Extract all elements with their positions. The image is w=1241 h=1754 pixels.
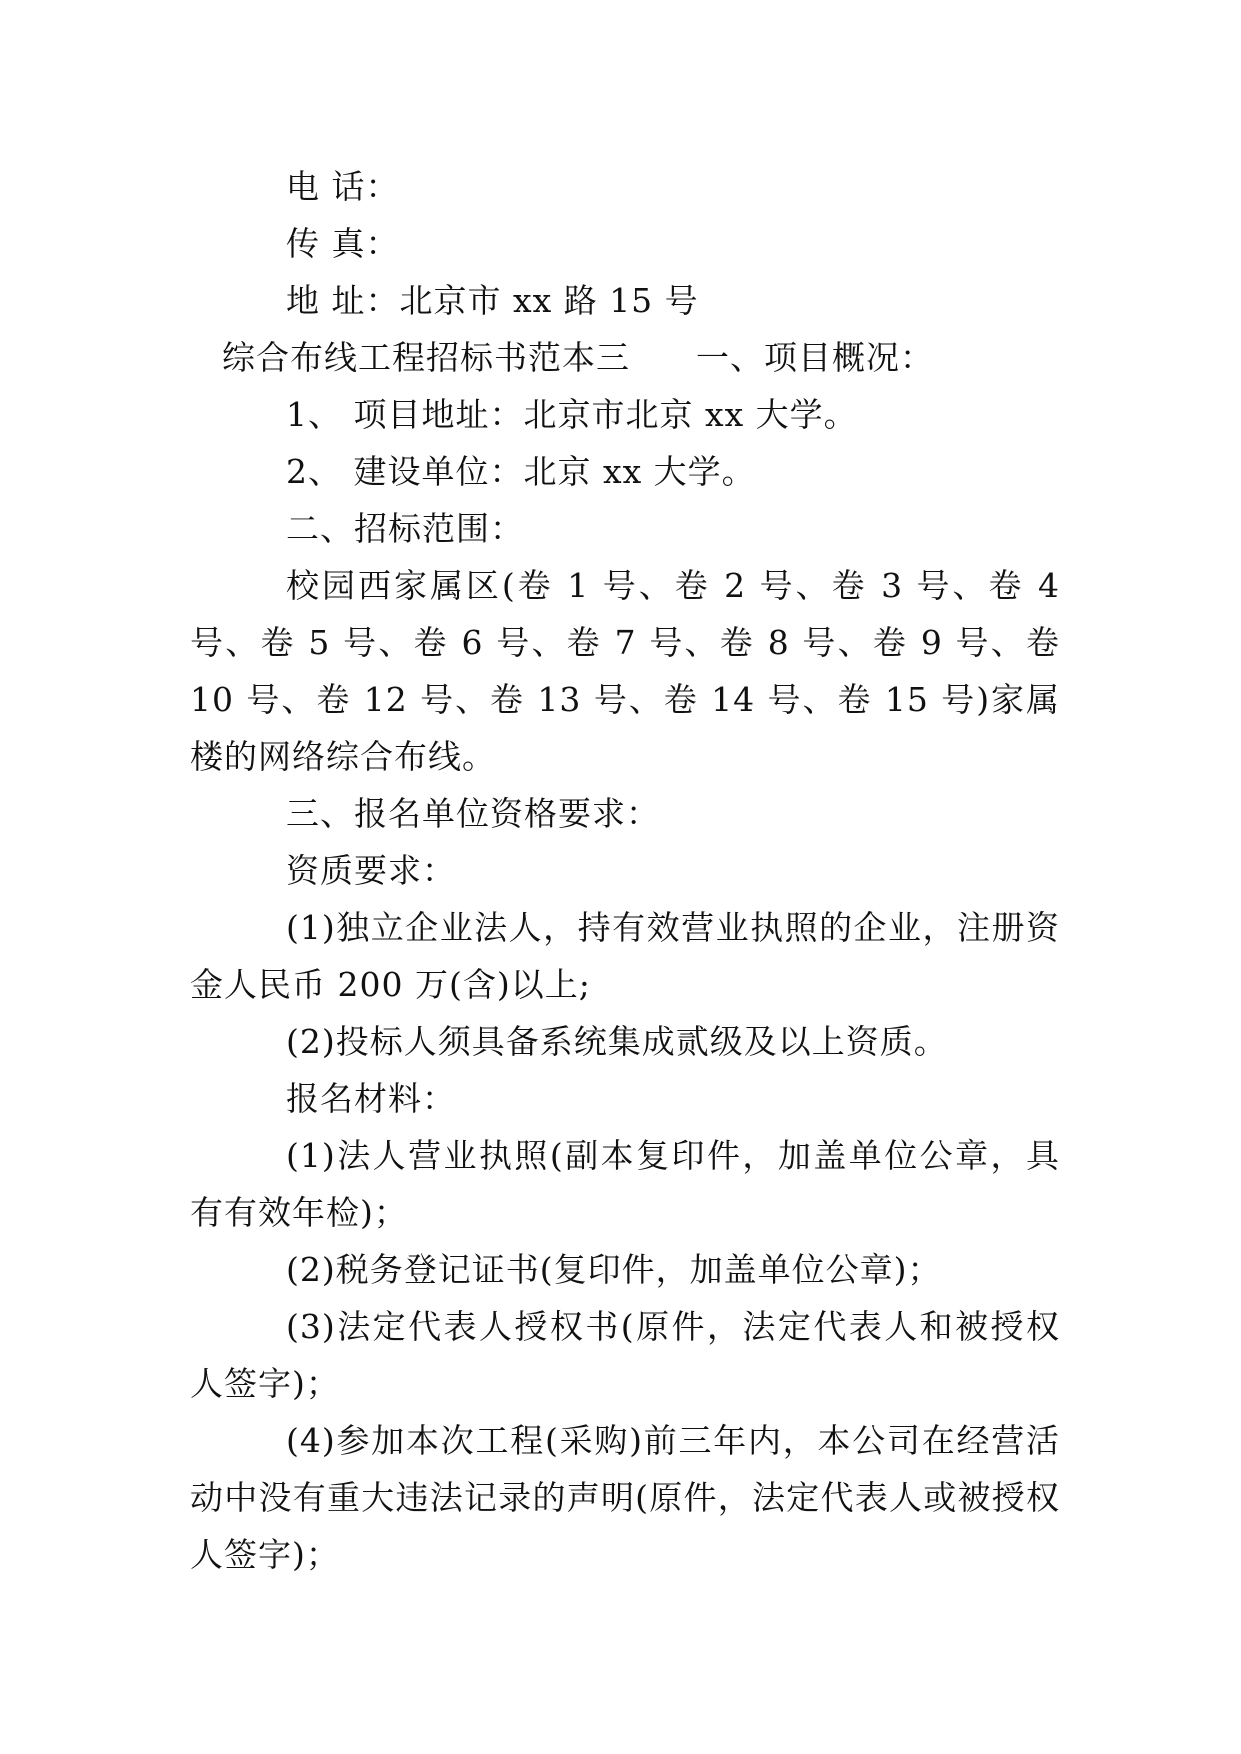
scope-paragraph: 校园西家属区(卷 1 号、卷 2 号、卷 3 号、卷 4 号、卷 5 号、卷 6 号、卷 7 号、卷 8 号、卷 9 号、卷 10 号、卷 12 号、卷 13 号、卷 14 号、卷 15 号)家属楼的网络综合布线。 xyxy=(190,566,1060,776)
material-item: (4)参加本次工程(采购)前三年内，本公司在经营活动中没有重大违法记录的声明(原件，法定代表人或被授权人签字)； xyxy=(190,1421,1060,1574)
section-heading-overview: 一、项目概况： xyxy=(696,338,934,377)
overview-item: 2、 建设单位：北京 xx 大学。 xyxy=(286,452,756,491)
address-label: 地 址： xyxy=(286,281,400,320)
address-line xyxy=(190,272,1060,329)
document-title: 综合布线工程招标书范本三 xyxy=(222,338,630,377)
section-heading-requirements: 三、报名单位资格要求： xyxy=(286,794,660,833)
qualification-item: (2)投标人须具备系统集成贰级及以上资质。 xyxy=(286,1022,948,1061)
fax-label: 传 真： xyxy=(286,224,400,263)
materials-heading: 报名材料： xyxy=(286,1079,456,1118)
phone-label: 电 话： xyxy=(286,167,400,206)
material-item: (1)法人营业执照(副本复印件，加盖单位公章，具有有效年检)； xyxy=(190,1136,1060,1232)
address-value: 北京市 xx 路 15 号 xyxy=(399,281,699,320)
fax-line xyxy=(190,215,1060,272)
section-heading-scope: 二、招标范围： xyxy=(286,509,524,548)
phone-line xyxy=(190,158,1060,215)
material-item: (2)税务登记证书(复印件，加盖单位公章)； xyxy=(286,1250,942,1289)
qualification-item: (1)独立企业法人，持有效营业执照的企业，注册资金人民币 200 万(含)以上; xyxy=(190,908,1060,1004)
qualification-heading: 资质要求： xyxy=(286,851,456,890)
material-item: (3)法定代表人授权书(原件，法定代表人和被授权人签字)； xyxy=(190,1307,1060,1403)
title-line xyxy=(190,329,1060,386)
overview-item: 1、 项目地址：北京市北京 xx 大学。 xyxy=(286,395,858,434)
document-body xyxy=(190,158,1060,1583)
